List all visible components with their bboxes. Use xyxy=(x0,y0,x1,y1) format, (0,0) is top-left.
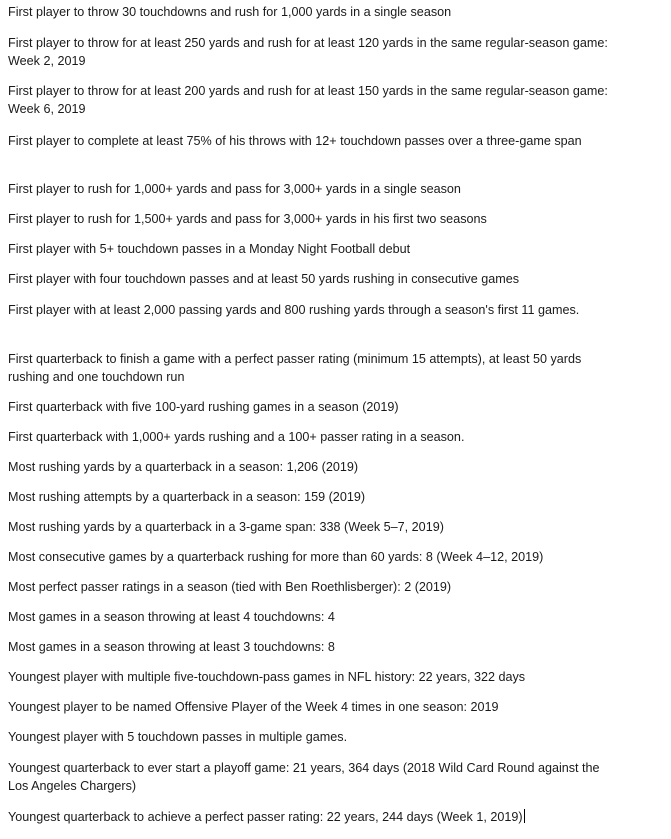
record-item: Most rushing yards by a quarterback in a season: 1,206 (2019) xyxy=(8,460,359,474)
text-cursor xyxy=(524,809,525,823)
record-item: Youngest player to be named Offensive Player of the Week 4 times in one season: 2019 xyxy=(8,700,499,714)
record-text: Youngest quarterback to achieve a perfect passer rating: 22 years, 244 days (Week 1, 2019) xyxy=(8,810,523,824)
record-item: First player with four touchdown passes and at least 50 yards rushing in consecutive games xyxy=(8,272,520,286)
record-item: Most rushing attempts by a quarterback in a season: 159 (2019) xyxy=(8,490,366,504)
record-item-last xyxy=(8,808,618,826)
record-item: Youngest player with 5 touchdown passes in multiple games. xyxy=(8,730,348,744)
record-item: First player with 5+ touchdown passes in a Monday Night Football debut xyxy=(8,242,411,256)
record-item: Most perfect passer ratings in a season (tied with Ben Roethlisberger): 2 (2019) xyxy=(8,580,452,594)
record-item: First quarterback with five 100-yard rushing games in a season (2019) xyxy=(8,400,399,414)
record-item: First player to rush for 1,500+ yards and pass for 3,000+ yards in his first two seasons xyxy=(8,212,487,226)
record-item: First quarterback to finish a game with a perfect passer rating (minimum 15 attempts), at least 50 yards rushing and one touchdown run xyxy=(8,352,582,384)
record-item: Most rushing yards by a quarterback in a 3-game span: 338 (Week 5–7, 2019) xyxy=(8,520,444,534)
record-item: First player with at least 2,000 passing yards and 800 rushing yards through a season's first 11 games. xyxy=(8,303,580,317)
record-item: Youngest player with multiple five-touchdown-pass games in NFL history: 22 years, 322 days xyxy=(8,670,526,684)
record-item: First quarterback with 1,000+ yards rushing and a 100+ passer rating in a season. xyxy=(8,430,465,444)
record-item: First player to throw for at least 250 yards and rush for at least 120 yards in the same regular-season game: Week 2, 2019 xyxy=(8,36,608,68)
record-item: Most consecutive games by a quarterback rushing for more than 60 yards: 8 (Week 4–12, 2019) xyxy=(8,550,544,564)
record-item: First player to throw for at least 200 yards and rush for at least 150 yards in the same regular-season game: Week 6, 2019 xyxy=(8,84,608,116)
record-item: First player to rush for 1,000+ yards and pass for 3,000+ yards in a single season xyxy=(8,182,461,196)
record-item: Most games in a season throwing at least 4 touchdowns: 4 xyxy=(8,610,335,624)
record-item: Youngest quarterback to ever start a playoff game: 21 years, 364 days (2018 Wild Card Round against the Los Angeles Chargers) xyxy=(8,761,600,793)
record-item: First player to throw 30 touchdowns and rush for 1,000 yards in a single season xyxy=(8,5,452,19)
record-item: Most games in a season throwing at least 3 touchdowns: 8 xyxy=(8,640,335,654)
record-item: First player to complete at least 75% of his throws with 12+ touchdown passes over a three-game span xyxy=(8,134,582,148)
